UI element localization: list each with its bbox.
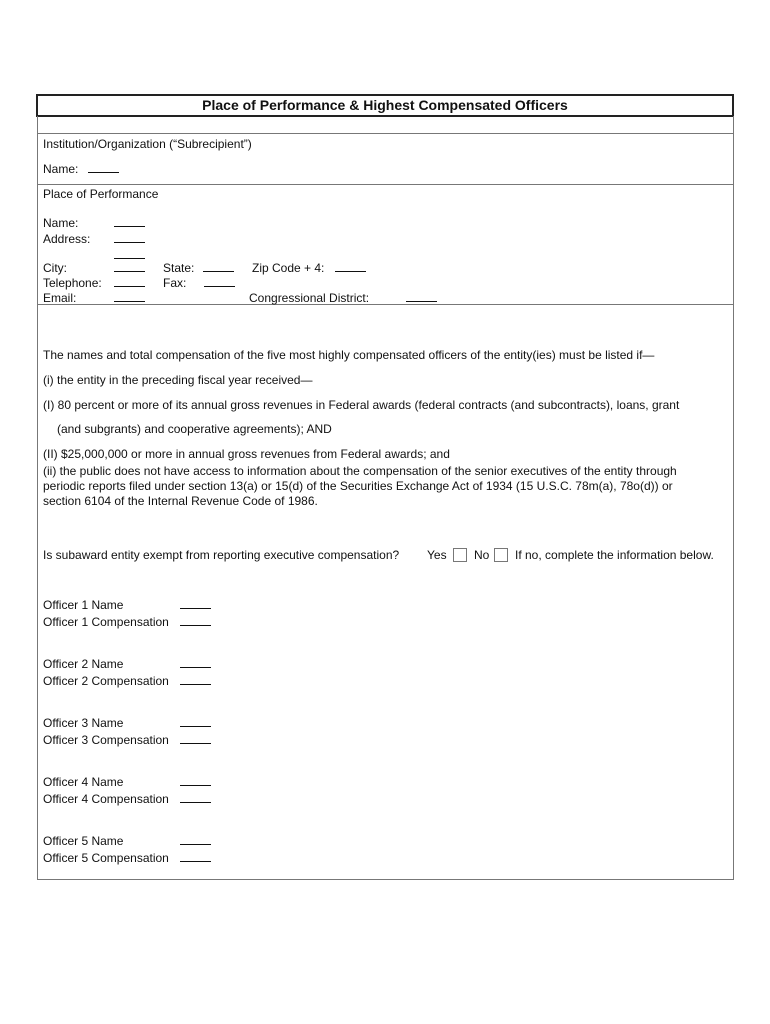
- city-label: City:: [43, 261, 67, 275]
- officer-1-comp-field[interactable]: [180, 615, 211, 629]
- divider: [37, 133, 733, 134]
- place-name-label: Name:: [43, 216, 79, 230]
- criteria-II: (II) $25,000,000 or more in annual gross revenues from Federal awards; and: [43, 447, 450, 461]
- officer-1-name-field[interactable]: [180, 598, 211, 612]
- officer-5-comp-field[interactable]: [180, 851, 211, 865]
- officer-3-name-field[interactable]: [180, 716, 211, 730]
- fax-label: Fax:: [163, 276, 187, 290]
- exempt-no-label: No: [474, 548, 490, 562]
- criteria-intro: The names and total compensation of the five most highly compensated officers of the entity(ies) must be listed if—: [43, 348, 655, 362]
- place-address-field[interactable]: [114, 232, 145, 246]
- officer-5-name-label: Officer 5 Name: [43, 834, 124, 848]
- officer-1-name-label: Officer 1 Name: [43, 598, 124, 612]
- officer-3-comp-label: Officer 3 Compensation: [43, 733, 169, 747]
- officer-3-name-label: Officer 3 Name: [43, 716, 124, 730]
- criteria-I-line2: (and subgrants) and cooperative agreements); AND: [57, 422, 332, 436]
- exempt-yes-checkbox[interactable]: [453, 548, 467, 562]
- state-field[interactable]: [203, 261, 234, 275]
- telephone-field[interactable]: [114, 276, 145, 290]
- email-label: Email:: [43, 291, 77, 305]
- subrecipient-heading: Institution/Organization (“Subrecipient”): [43, 137, 252, 151]
- telephone-label: Telephone:: [43, 276, 102, 290]
- officer-4-comp-label: Officer 4 Compensation: [43, 792, 169, 806]
- criteria-ii-line3: section 6104 of the Internal Revenue Code of 1986.: [43, 494, 318, 508]
- exempt-no-checkbox[interactable]: [494, 548, 508, 562]
- officer-2-comp-field[interactable]: [180, 674, 211, 688]
- officer-4-name-label: Officer 4 Name: [43, 775, 124, 789]
- form-title: Place of Performance & Highest Compensated Officers: [36, 94, 734, 117]
- criteria-i: (i) the entity in the preceding fiscal year received—: [43, 373, 313, 387]
- exempt-question: Is subaward entity exempt from reporting executive compensation?: [43, 548, 400, 562]
- zip-label: Zip Code + 4:: [252, 261, 325, 275]
- subrecipient-name-field[interactable]: [88, 162, 119, 176]
- officer-1-comp-label: Officer 1 Compensation: [43, 615, 169, 629]
- divider: [37, 184, 733, 185]
- state-label: State:: [163, 261, 195, 275]
- officer-5-name-field[interactable]: [180, 834, 211, 848]
- place-heading: Place of Performance: [43, 187, 159, 201]
- congressional-district-label: Congressional District:: [249, 291, 370, 305]
- congressional-district-field[interactable]: [406, 291, 437, 305]
- officer-4-comp-field[interactable]: [180, 792, 211, 806]
- officer-2-comp-label: Officer 2 Compensation: [43, 674, 169, 688]
- city-field[interactable]: [114, 261, 145, 275]
- officer-2-name-label: Officer 2 Name: [43, 657, 124, 671]
- exempt-yes-label: Yes: [427, 548, 447, 562]
- officer-4-name-field[interactable]: [180, 775, 211, 789]
- fax-field[interactable]: [204, 276, 235, 290]
- officer-5-comp-label: Officer 5 Compensation: [43, 851, 169, 865]
- place-address-field-2[interactable]: [114, 248, 145, 262]
- email-field[interactable]: [114, 291, 145, 305]
- exempt-instruction: If no, complete the information below.: [515, 548, 714, 562]
- zip-field[interactable]: [335, 261, 366, 275]
- criteria-ii-line2: periodic reports filed under section 13(a) or 15(d) of the Securities Exchange Act of 1934 (15 U.S.C. 78m(a), 78o(d)) or: [43, 479, 673, 493]
- place-name-field[interactable]: [114, 216, 145, 230]
- officer-2-name-field[interactable]: [180, 657, 211, 671]
- place-address-label: Address:: [43, 232, 91, 246]
- subrecipient-name-label: Name:: [43, 162, 79, 176]
- criteria-I-line1: (I) 80 percent or more of its annual gross revenues in Federal awards (federal contracts (and subcontracts), loans, grant: [43, 398, 680, 412]
- criteria-ii-line1: (ii) the public does not have access to information about the compensation of the senior executives of the entity through: [43, 464, 677, 478]
- officer-3-comp-field[interactable]: [180, 733, 211, 747]
